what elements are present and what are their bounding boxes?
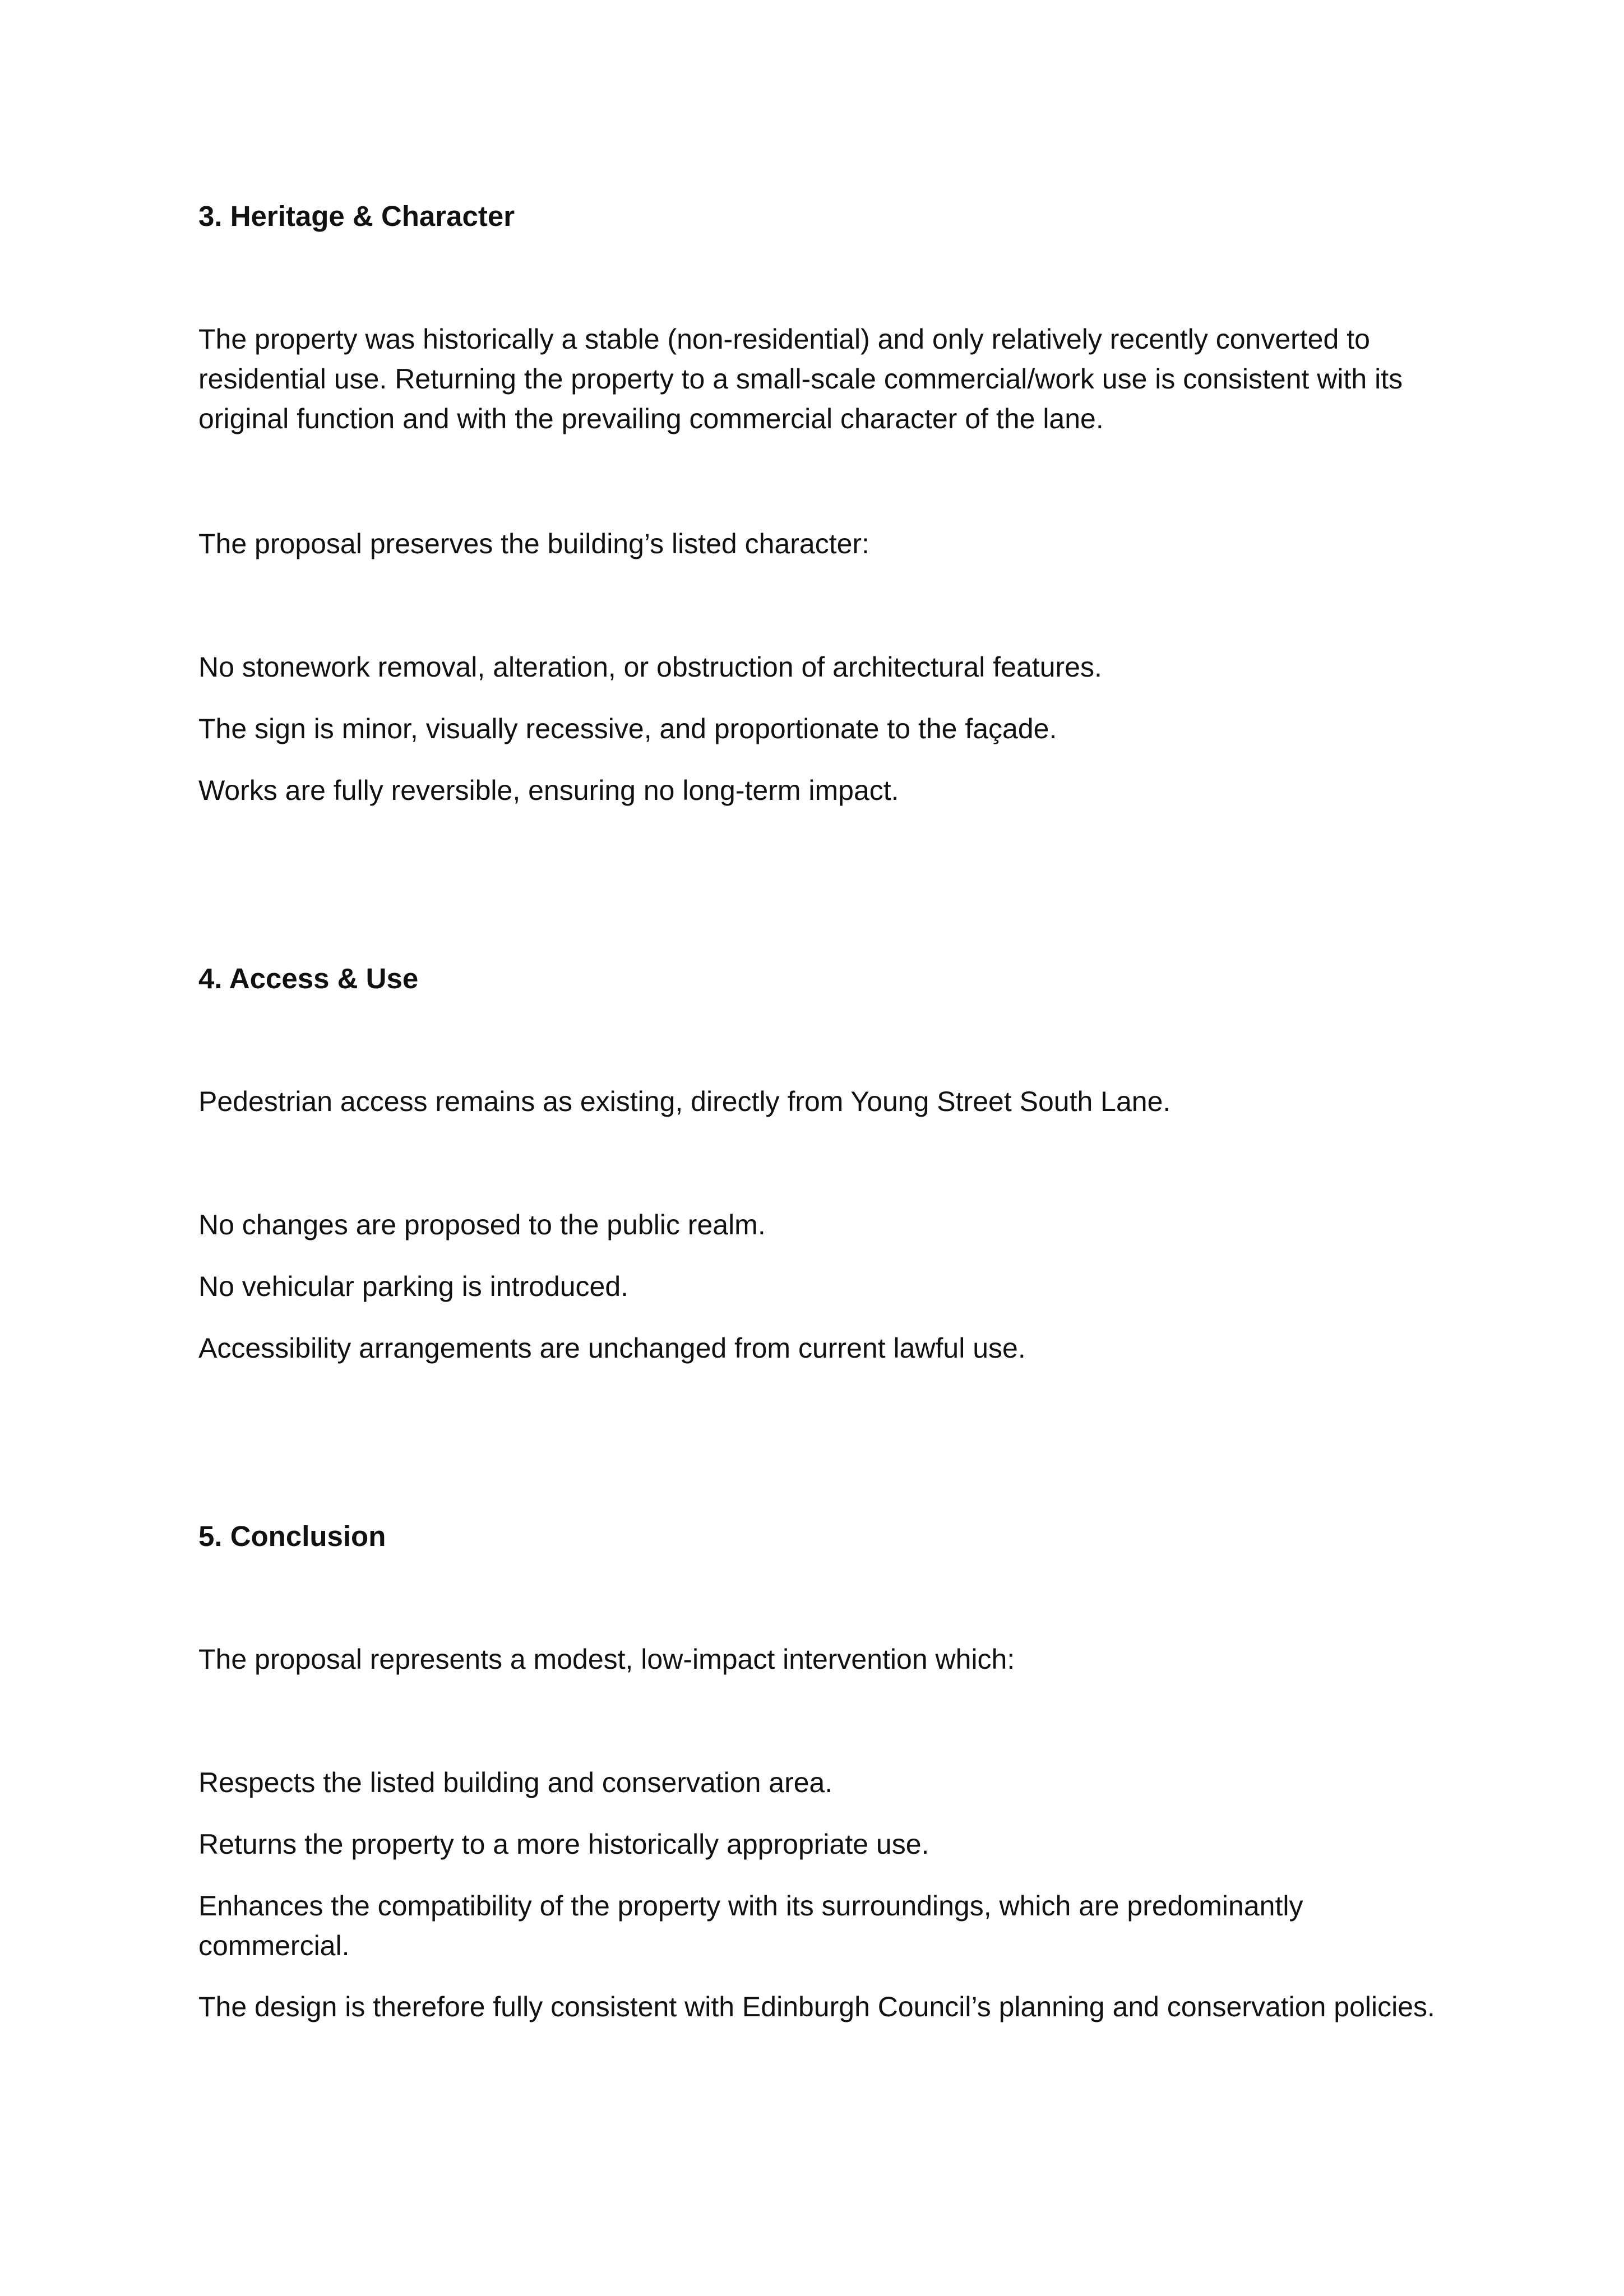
list-item-access-1: No changes are proposed to the public realm.: [198, 1209, 766, 1240]
list-item-heritage-1: No stonework removal, alteration, or obstruction of architectural features.: [198, 651, 1102, 683]
list-item-heritage-2: The sign is minor, visually recessive, and proportionate to the façade.: [198, 713, 1057, 744]
paragraph-conclusion-lead: The proposal represents a modest, low-impact intervention which:: [198, 1644, 1015, 1675]
list-item-conclusion-3: Enhances the compatibility of the property with its surroundings, which are predominantly commercial.: [198, 1890, 1303, 1961]
list-item-conclusion-2: Returns the property to a more historically appropriate use.: [198, 1829, 929, 1860]
section-heading-conclusion: 5. Conclusion: [198, 1520, 386, 1552]
paragraph-access-lead: Pedestrian access remains as existing, directly from Young Street South Lane.: [198, 1086, 1171, 1117]
section-heading-access: 4. Access & Use: [198, 962, 419, 994]
paragraph-heritage-lead: The proposal preserves the building’s listed character:: [198, 528, 869, 559]
list-item-heritage-3: Works are fully reversible, ensuring no long-term impact.: [198, 775, 899, 806]
list-item-conclusion-1: Respects the listed building and conservation area.: [198, 1767, 833, 1798]
paragraph-heritage-intro: The property was historically a stable (non-residential) and only relatively recently converted to residential use. Returning the property to a small-scale commercial/work use is consistent with its original function and with the prevailing commercial character of the lane.: [198, 323, 1403, 434]
section-heading-heritage: 3. Heritage & Character: [198, 200, 515, 232]
list-item-access-3: Accessibility arrangements are unchanged from current lawful use.: [198, 1332, 1026, 1364]
list-item-access-2: No vehicular parking is introduced.: [198, 1271, 629, 1302]
list-item-conclusion-4: The design is therefore fully consistent with Edinburgh Council’s planning and conservation policies.: [198, 1991, 1435, 2022]
